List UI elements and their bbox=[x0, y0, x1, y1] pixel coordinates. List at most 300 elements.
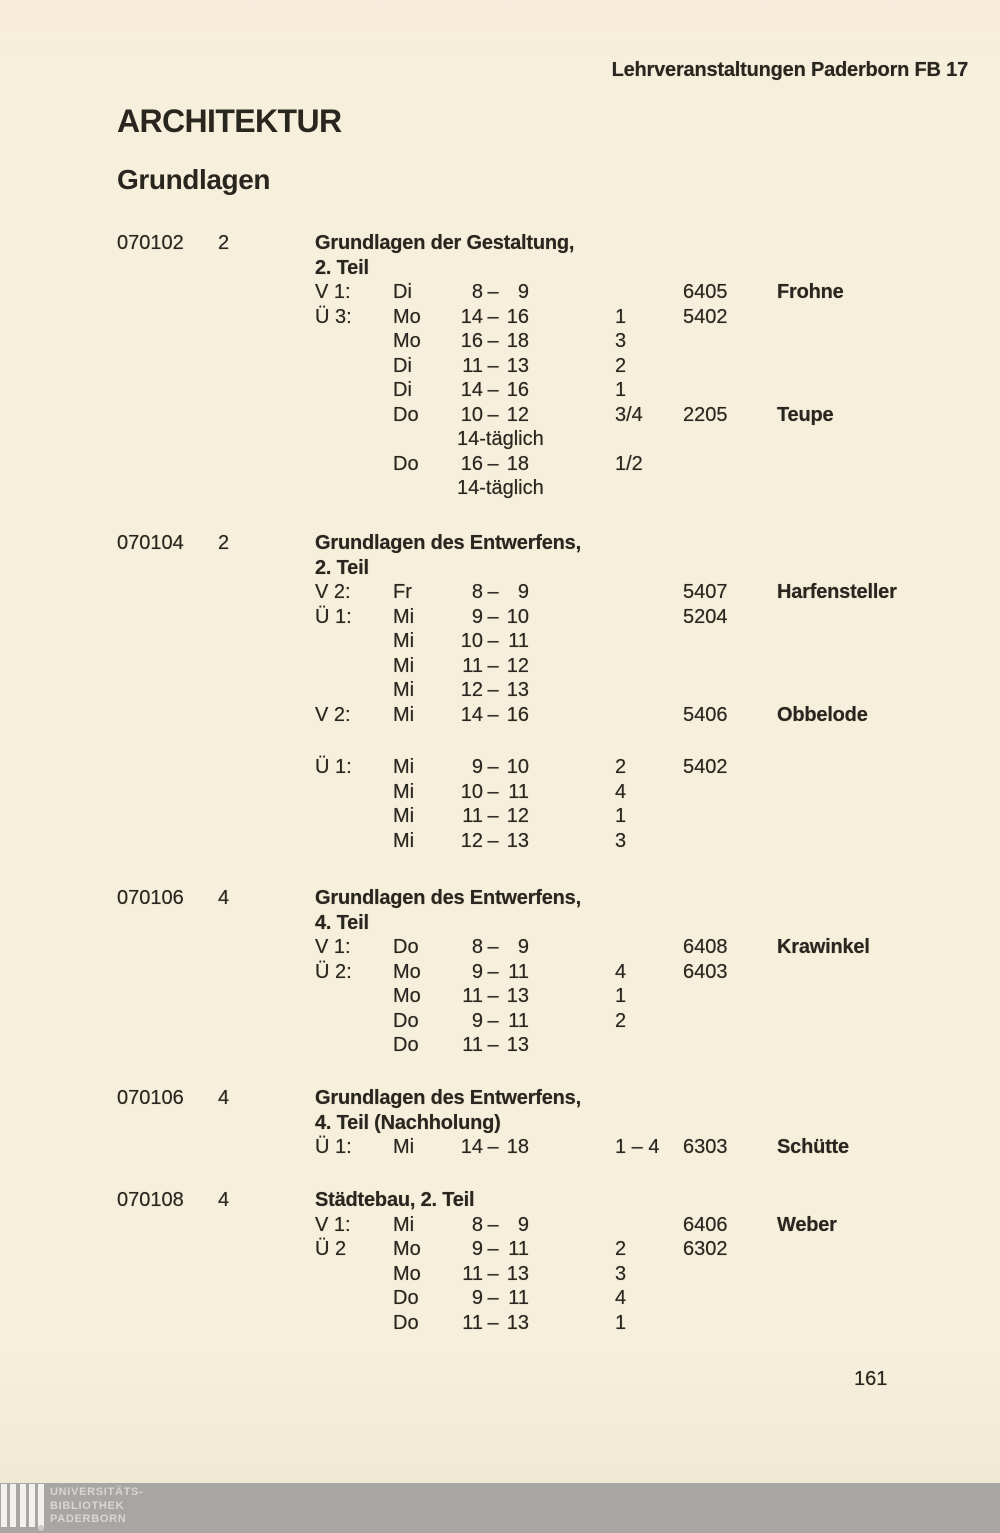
logo-text-line: UNIVERSITÄTS- bbox=[50, 1486, 144, 1498]
session-lecturer bbox=[777, 1262, 990, 1287]
session-lecturer: Krawinkel bbox=[777, 936, 870, 958]
time-dash: – bbox=[487, 452, 499, 475]
library-logo-icon bbox=[1, 1484, 44, 1527]
time-end: 10 bbox=[506, 605, 529, 628]
session-time bbox=[457, 804, 615, 829]
session-day: Mi bbox=[393, 605, 415, 628]
schedule-row bbox=[315, 378, 990, 403]
time-start: 14 bbox=[460, 379, 483, 401]
time-start: 16 bbox=[460, 452, 483, 475]
session-day: Do bbox=[393, 403, 419, 426]
session-day: Di bbox=[393, 281, 412, 303]
time-start: 12 bbox=[460, 679, 483, 701]
session-type: V 1: bbox=[315, 1213, 351, 1236]
time-end: 13 bbox=[506, 1311, 529, 1334]
time-end: 13 bbox=[506, 679, 529, 701]
session-type bbox=[315, 984, 393, 1009]
time-end: 12 bbox=[506, 805, 529, 827]
running-header: Lehrveranstaltungen Paderborn FB 17 bbox=[611, 59, 968, 81]
time-dash: – bbox=[487, 654, 499, 677]
time-start: 12 bbox=[460, 829, 483, 852]
logo-bar bbox=[29, 1484, 35, 1527]
session-group: 1 – 4 bbox=[615, 1136, 660, 1158]
session-lecturer bbox=[777, 755, 990, 780]
session-type bbox=[315, 629, 393, 654]
session-day: Fr bbox=[393, 581, 412, 603]
time-dash: – bbox=[487, 605, 499, 628]
session-lecturer: Frohne bbox=[777, 281, 844, 303]
session-room: 5407 bbox=[683, 581, 728, 603]
session-time bbox=[457, 1009, 615, 1034]
session-lecturer bbox=[777, 1311, 990, 1336]
schedule-row bbox=[315, 1286, 990, 1311]
session-room: 5204 bbox=[683, 605, 728, 628]
session-time bbox=[457, 452, 615, 477]
session-time bbox=[457, 829, 615, 854]
time-end: 16 bbox=[506, 379, 529, 401]
time-end: 18 bbox=[506, 452, 529, 475]
time-dash: – bbox=[487, 960, 499, 983]
time-start: 14 bbox=[460, 703, 483, 726]
session-day: Mi bbox=[393, 679, 415, 701]
time-dash: – bbox=[487, 780, 499, 803]
session-room: 6303 bbox=[683, 1136, 728, 1158]
course-block bbox=[117, 1188, 990, 1335]
course-number: 070102 bbox=[117, 232, 184, 254]
session-day: Mo bbox=[393, 330, 421, 352]
course-content bbox=[315, 1188, 990, 1335]
time-start: 9 bbox=[471, 960, 483, 983]
session-day: Do bbox=[393, 1287, 419, 1309]
session-room: 6408 bbox=[683, 936, 728, 958]
session-type bbox=[315, 780, 393, 805]
schedule-note-row bbox=[315, 427, 990, 452]
course-content bbox=[315, 1086, 990, 1160]
session-day: Mo bbox=[393, 1238, 421, 1260]
session-room bbox=[683, 452, 777, 477]
session-time bbox=[457, 755, 615, 780]
session-day: Mi bbox=[393, 703, 415, 726]
session-day: Mo bbox=[393, 1262, 421, 1285]
session-group bbox=[615, 935, 683, 960]
session-room bbox=[683, 1009, 777, 1034]
schedule-note: 14-täglich bbox=[457, 428, 544, 450]
session-time bbox=[457, 329, 615, 354]
session-type: Ü 1: bbox=[315, 1136, 352, 1158]
session-time bbox=[457, 1311, 615, 1336]
session-type bbox=[315, 403, 393, 428]
session-time bbox=[457, 605, 615, 630]
session-room bbox=[683, 678, 777, 703]
session-day: Do bbox=[393, 1009, 419, 1032]
session-type bbox=[315, 804, 393, 829]
session-room bbox=[683, 829, 777, 854]
time-dash: – bbox=[487, 679, 499, 701]
session-group: 1/2 bbox=[615, 452, 643, 475]
course-content bbox=[315, 886, 990, 1058]
time-dash: – bbox=[487, 305, 499, 328]
time-dash: – bbox=[487, 985, 499, 1007]
session-day: Do bbox=[393, 1311, 419, 1334]
logo-bar bbox=[10, 1484, 16, 1527]
session-lecturer bbox=[777, 329, 990, 354]
time-end: 18 bbox=[506, 1136, 529, 1158]
time-start: 11 bbox=[462, 985, 483, 1007]
session-lecturer bbox=[777, 654, 990, 679]
time-dash: – bbox=[487, 1238, 499, 1260]
time-dash: – bbox=[487, 1136, 499, 1158]
time-start: 9 bbox=[471, 605, 483, 628]
session-room bbox=[683, 804, 777, 829]
course-credits: 4 bbox=[218, 1189, 230, 1211]
session-room: 5402 bbox=[683, 756, 728, 778]
time-end: 12 bbox=[506, 403, 529, 426]
session-time bbox=[457, 1286, 615, 1311]
session-day: Mo bbox=[393, 985, 421, 1007]
time-end: 9 bbox=[517, 936, 529, 958]
time-start: 8 bbox=[471, 281, 483, 303]
session-lecturer bbox=[777, 678, 990, 703]
time-dash: – bbox=[487, 829, 499, 852]
session-time bbox=[457, 678, 615, 703]
course-block bbox=[117, 1086, 990, 1160]
course-block bbox=[117, 886, 990, 1058]
session-type bbox=[315, 654, 393, 679]
time-start: 9 bbox=[471, 756, 483, 778]
schedule-row bbox=[315, 780, 990, 805]
schedule-note-row bbox=[315, 476, 990, 501]
session-room bbox=[683, 354, 777, 379]
session-day: Mo bbox=[393, 305, 421, 328]
session-lecturer bbox=[777, 960, 990, 985]
time-dash: – bbox=[487, 1262, 499, 1285]
session-group bbox=[615, 580, 683, 605]
session-group: 4 bbox=[615, 780, 627, 803]
session-group: 1 bbox=[615, 379, 627, 401]
time-end: 18 bbox=[506, 330, 529, 352]
session-type: Ü 3: bbox=[315, 305, 352, 328]
course-credits: 2 bbox=[218, 232, 230, 254]
session-type bbox=[315, 1311, 393, 1336]
session-time bbox=[457, 280, 615, 305]
session-room: 6302 bbox=[683, 1238, 728, 1260]
logo-text-line: BIBLIOTHEK bbox=[50, 1499, 125, 1512]
session-lecturer bbox=[777, 984, 990, 1009]
time-start: 16 bbox=[460, 330, 483, 352]
session-lecturer bbox=[777, 1237, 990, 1262]
session-time bbox=[457, 654, 615, 679]
session-type bbox=[315, 354, 393, 379]
session-lecturer bbox=[777, 605, 990, 630]
time-end: 13 bbox=[506, 1034, 529, 1056]
session-day: Do bbox=[393, 452, 419, 475]
session-lecturer bbox=[777, 378, 990, 403]
schedule-row bbox=[315, 329, 990, 354]
session-day: Mi bbox=[393, 630, 415, 652]
course-number: 070106 bbox=[117, 1087, 184, 1109]
schedule-row bbox=[315, 1009, 990, 1034]
session-group: 4 bbox=[615, 1287, 627, 1309]
course-title-line: 4. Teil bbox=[315, 911, 369, 934]
time-start: 8 bbox=[471, 936, 483, 958]
session-group bbox=[615, 1033, 683, 1058]
session-type bbox=[315, 1009, 393, 1034]
session-day: Mi bbox=[393, 829, 415, 852]
session-type: Ü 2: bbox=[315, 960, 352, 983]
session-room bbox=[683, 984, 777, 1009]
session-day: Di bbox=[393, 354, 412, 377]
time-end: 9 bbox=[517, 1213, 529, 1236]
time-start: 10 bbox=[460, 630, 483, 652]
row-spacer bbox=[315, 727, 990, 755]
session-type bbox=[315, 1286, 393, 1311]
session-time bbox=[457, 305, 615, 330]
schedule-row bbox=[315, 829, 990, 854]
session-group: 2 bbox=[615, 756, 627, 778]
time-end: 9 bbox=[517, 581, 529, 603]
session-lecturer bbox=[777, 354, 990, 379]
session-group: 4 bbox=[615, 960, 627, 983]
session-day: Mi bbox=[393, 756, 415, 778]
session-room bbox=[683, 780, 777, 805]
course-title-line: Grundlagen des Entwerfens, bbox=[315, 1087, 581, 1109]
session-room: 5402 bbox=[683, 305, 728, 328]
session-lecturer: Teupe bbox=[777, 403, 834, 426]
time-end: 16 bbox=[506, 703, 529, 726]
schedule-row bbox=[315, 1033, 990, 1058]
session-type bbox=[315, 1262, 393, 1287]
session-type bbox=[315, 829, 393, 854]
time-start: 9 bbox=[471, 1009, 483, 1032]
schedule-row bbox=[315, 403, 990, 428]
time-dash: – bbox=[487, 403, 499, 426]
session-type: Ü 1: bbox=[315, 756, 352, 778]
session-lecturer: Weber bbox=[777, 1213, 837, 1236]
session-time bbox=[457, 780, 615, 805]
time-end: 11 bbox=[508, 1238, 529, 1260]
time-dash: – bbox=[487, 936, 499, 958]
session-time bbox=[457, 1135, 615, 1160]
section-title: Grundlagen bbox=[117, 164, 271, 195]
time-start: 11 bbox=[462, 805, 483, 827]
time-start: 11 bbox=[462, 354, 483, 377]
time-dash: – bbox=[487, 805, 499, 827]
time-dash: – bbox=[487, 1311, 499, 1334]
time-end: 9 bbox=[517, 281, 529, 303]
session-type bbox=[315, 476, 393, 501]
time-end: 13 bbox=[506, 829, 529, 852]
time-start: 11 bbox=[462, 1311, 483, 1334]
session-room: 6406 bbox=[683, 1213, 728, 1236]
session-group: 1 bbox=[615, 985, 627, 1007]
time-start: 14 bbox=[460, 305, 483, 328]
session-group: 3/4 bbox=[615, 403, 643, 426]
schedule-note: 14-täglich bbox=[457, 477, 544, 499]
course-title-line: Städtebau, 2. Teil bbox=[315, 1189, 475, 1211]
schedule-row bbox=[315, 1213, 990, 1238]
session-lecturer bbox=[777, 1033, 990, 1058]
session-room bbox=[683, 1262, 777, 1287]
session-room: 6405 bbox=[683, 281, 728, 303]
session-day bbox=[393, 427, 457, 452]
library-logo-text bbox=[50, 1486, 143, 1527]
schedule-row bbox=[315, 605, 990, 630]
session-group: 1 bbox=[615, 305, 627, 328]
time-dash: – bbox=[487, 1034, 499, 1056]
course-number: 070104 bbox=[117, 532, 184, 554]
time-start: 9 bbox=[471, 1238, 483, 1260]
time-start: 8 bbox=[471, 581, 483, 603]
session-group bbox=[615, 703, 683, 728]
session-group bbox=[615, 629, 683, 654]
session-time bbox=[457, 1262, 615, 1287]
session-time bbox=[457, 580, 615, 605]
session-room bbox=[683, 378, 777, 403]
session-group: 2 bbox=[615, 354, 627, 377]
course-number: 070108 bbox=[117, 1189, 184, 1211]
time-end: 16 bbox=[506, 305, 529, 328]
course-credits: 4 bbox=[218, 887, 230, 909]
session-time bbox=[457, 1237, 615, 1262]
time-dash: – bbox=[487, 1213, 499, 1236]
session-room: 5406 bbox=[683, 703, 728, 726]
library-footer-bar bbox=[0, 1483, 1000, 1533]
session-group bbox=[615, 280, 683, 305]
time-dash: – bbox=[487, 756, 499, 778]
time-start: 11 bbox=[462, 1034, 483, 1056]
course-title-line: Grundlagen des Entwerfens, bbox=[315, 532, 581, 554]
time-start: 10 bbox=[460, 403, 483, 426]
schedule-row bbox=[315, 1135, 990, 1160]
session-group: 3 bbox=[615, 829, 627, 852]
session-type: Ü 2 bbox=[315, 1238, 347, 1260]
session-time bbox=[457, 984, 615, 1009]
logo-text-line: PADERBORN bbox=[50, 1513, 127, 1525]
schedule-row bbox=[315, 1311, 990, 1336]
time-dash: – bbox=[487, 581, 499, 603]
schedule-row bbox=[315, 654, 990, 679]
course-block bbox=[117, 531, 990, 853]
session-group bbox=[615, 605, 683, 630]
session-day bbox=[393, 476, 457, 501]
session-room bbox=[683, 1033, 777, 1058]
session-room bbox=[683, 1311, 777, 1336]
time-start: 14 bbox=[460, 1136, 483, 1158]
time-start: 10 bbox=[460, 780, 483, 803]
session-lecturer bbox=[777, 1286, 990, 1311]
course-block bbox=[117, 231, 990, 501]
schedule-row bbox=[315, 580, 990, 605]
schedule-row bbox=[315, 1262, 990, 1287]
logo-bar bbox=[1, 1484, 7, 1527]
time-dash: – bbox=[487, 330, 499, 352]
session-type: V 2: bbox=[315, 703, 351, 726]
time-end: 11 bbox=[508, 1287, 529, 1309]
schedule-row bbox=[315, 984, 990, 1009]
session-type bbox=[315, 678, 393, 703]
schedule-row bbox=[315, 305, 990, 330]
logo-bar bbox=[38, 1484, 44, 1527]
session-type: V 1: bbox=[315, 936, 351, 958]
course-title-line: Grundlagen der Gestaltung, bbox=[315, 232, 575, 254]
time-end: 13 bbox=[506, 1262, 529, 1285]
time-end: 13 bbox=[506, 985, 529, 1007]
course-credits: 4 bbox=[218, 1087, 230, 1109]
session-time bbox=[457, 1033, 615, 1058]
course-credits: 2 bbox=[218, 532, 230, 554]
session-time bbox=[457, 378, 615, 403]
session-time bbox=[457, 1213, 615, 1238]
session-time bbox=[457, 629, 615, 654]
logo-dot-icon bbox=[38, 1525, 44, 1531]
session-lecturer: Harfensteller bbox=[777, 581, 897, 603]
session-room bbox=[683, 629, 777, 654]
schedule-row bbox=[315, 1237, 990, 1262]
session-lecturer bbox=[777, 629, 990, 654]
session-room bbox=[683, 329, 777, 354]
time-end: 11 bbox=[508, 780, 529, 803]
time-dash: – bbox=[487, 630, 499, 652]
session-day: Mo bbox=[393, 960, 421, 983]
session-type bbox=[315, 452, 393, 477]
session-day: Mi bbox=[393, 805, 415, 827]
time-dash: – bbox=[487, 1287, 499, 1309]
logo-bar bbox=[20, 1484, 26, 1527]
time-dash: – bbox=[487, 703, 499, 726]
session-day: Mi bbox=[393, 654, 415, 677]
time-end: 11 bbox=[508, 960, 529, 983]
session-day: Do bbox=[393, 936, 419, 958]
time-end: 11 bbox=[508, 1009, 529, 1032]
session-type bbox=[315, 1033, 393, 1058]
session-time bbox=[457, 935, 615, 960]
session-day: Do bbox=[393, 1034, 419, 1056]
time-dash: – bbox=[487, 1009, 499, 1032]
session-group: 1 bbox=[615, 805, 627, 827]
course-title-line: 2. Teil bbox=[315, 556, 369, 579]
time-start: 9 bbox=[471, 1287, 483, 1309]
schedule-row bbox=[315, 804, 990, 829]
session-day: Mi bbox=[393, 1136, 415, 1158]
session-group bbox=[615, 654, 683, 679]
course-content bbox=[315, 231, 990, 501]
schedule-row bbox=[315, 280, 990, 305]
time-end: 10 bbox=[506, 756, 529, 778]
session-room bbox=[683, 1286, 777, 1311]
session-time bbox=[457, 354, 615, 379]
session-lecturer bbox=[777, 1009, 990, 1034]
course-content bbox=[315, 531, 990, 853]
time-start: 8 bbox=[471, 1213, 483, 1236]
session-group: 1 bbox=[615, 1311, 627, 1334]
session-type bbox=[315, 427, 393, 452]
time-dash: – bbox=[487, 379, 499, 401]
page-title: ARCHITEKTUR bbox=[117, 103, 342, 139]
schedule-row bbox=[315, 629, 990, 654]
page-number: 161 bbox=[854, 1368, 888, 1390]
session-type: V 2: bbox=[315, 581, 351, 603]
session-group: 3 bbox=[615, 330, 627, 352]
schedule-row bbox=[315, 755, 990, 780]
session-room: 6403 bbox=[683, 960, 728, 983]
course-title-line: Grundlagen des Entwerfens, bbox=[315, 887, 581, 909]
time-start: 11 bbox=[462, 654, 483, 677]
session-lecturer: Schütte bbox=[777, 1136, 849, 1158]
session-type bbox=[315, 329, 393, 354]
course-title-line: 2. Teil bbox=[315, 256, 369, 279]
session-lecturer bbox=[777, 780, 990, 805]
session-lecturer bbox=[777, 452, 990, 477]
